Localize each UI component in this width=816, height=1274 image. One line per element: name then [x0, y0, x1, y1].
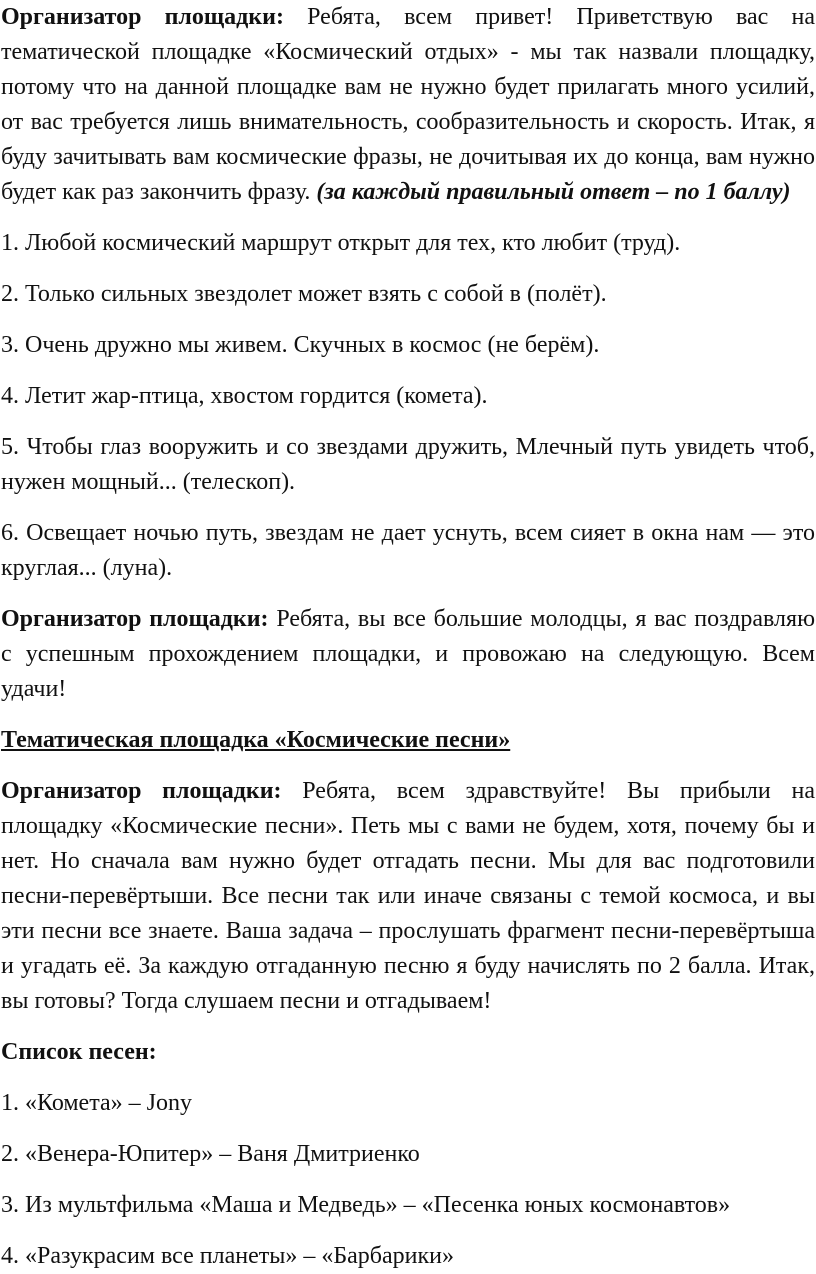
songs-intro-text: Ребята, всем здравствуйте! Вы прибыли на площадку «Космические песни». Петь мы с вами не будем, хотя, почему бы и нет. Но сначала вам нужно будет отгадать песни. Мы для вас подготовили песни-перевёртыши. Все песни так или иначе связаны с темой космоса, и вы эти песни все знаете. Ваша задача – прослушать фрагмент песни-перевёртыша и угадать её. За каждую отгаданную песню я буду начислять по 2 балла. Итак, вы готовы? Тогда слушаем песни и отгадываем! — [1, 778, 815, 1014]
scoring-note: (за каждый правильный ответ – по 1 баллу) — [316, 179, 791, 205]
speaker-label: Организатор площадки: — [1, 778, 282, 804]
songs-heading: Список песен: — [1, 1039, 157, 1065]
phrase-item: 4. Летит жар-птица, хвостом гордится (комета). — [1, 383, 488, 409]
phrase-item: 5. Чтобы глаз вооружить и со звездами дружить, Млечный путь увидеть чтоб, нужен мощный... (телескоп). — [1, 434, 815, 495]
phrase-item: 2. Только сильных звездолет может взять с собой в (полёт). — [1, 281, 607, 307]
song-item: 2. «Венера-Юпитер» – Ваня Дмитриенко — [1, 1141, 420, 1167]
intro-paragraph — [1, 0, 815, 210]
song-item: 1. «Комета» – Jony — [1, 1090, 192, 1116]
speaker-label: Организатор площадки: — [1, 4, 284, 30]
speaker-label: Организатор площадки: — [1, 606, 269, 632]
intro-text: Ребята, всем привет! Приветствую вас на тематической площадке «Космический отдых» - мы так назвали площадку, потому что на данной площадке вам не нужно будет прилагать много усилий, от вас требуется лишь внимательность, сообразительность и скорость. Итак, я буду зачитывать вам космические фразы, не дочитывая их до конца, вам нужно будет как раз закончить фразу. — [1, 4, 815, 205]
phrase-item: 6. Освещает ночью путь, звездам не дает уснуть, всем сияет в окна нам — это круглая... (луна). — [1, 520, 815, 581]
phrase-item: 3. Очень дружно мы живем. Скучных в космос (не берём). — [1, 332, 600, 358]
farewell-text: Ребята, вы все большие молодцы, я вас поздравляю с успешным прохождением площадки, и провожаю на следующую. Всем удачи! — [1, 606, 816, 702]
section-title: Тематическая площадка «Космические песни» — [1, 727, 511, 753]
songs-intro-paragraph — [1, 774, 815, 1019]
farewell-paragraph — [1, 602, 815, 707]
phrase-item: 1. Любой космический маршрут открыт для тех, кто любит (труд). — [1, 230, 681, 256]
song-item: 4. «Разукрасим все планеты» – «Барбарики» — [1, 1243, 454, 1269]
song-item: 3. Из мультфильма «Маша и Медведь» – «Песенка юных космонавтов» — [1, 1192, 731, 1218]
